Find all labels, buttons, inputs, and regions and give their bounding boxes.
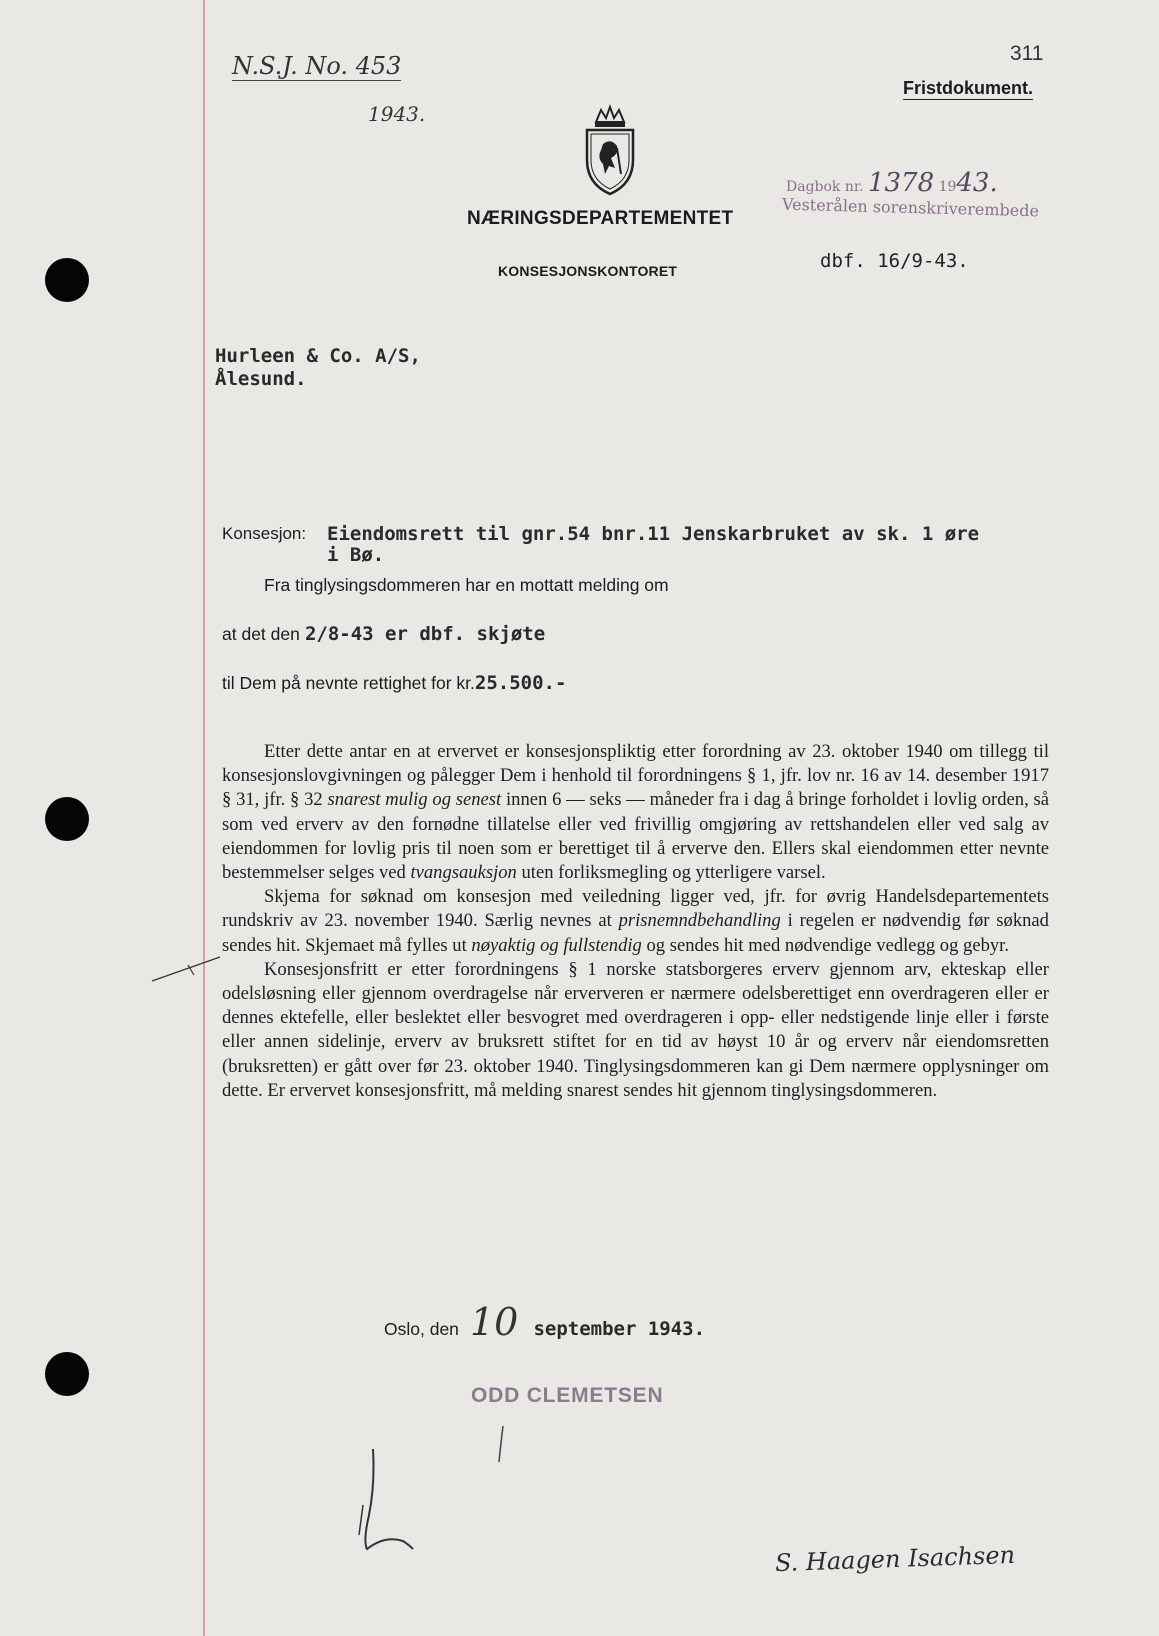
body-paragraph-1 <box>222 740 1049 885</box>
dagbok-year: 43. <box>956 168 998 198</box>
p2-part-b: i regelen er nødvendig før søknad sendes hit. Skjemaet må fylles ut <box>222 910 1049 956</box>
handwritten-tick <box>495 1424 507 1468</box>
signature: S. Haagen Isachsen <box>774 1540 1016 1578</box>
notice-amount-value: 25.500.- <box>474 672 567 694</box>
dagbok-year-prefix: 19 <box>938 179 957 195</box>
notice-line-3 <box>222 672 566 694</box>
reference-handwritten <box>232 52 401 80</box>
reference-text: N.S.J. No. 453 <box>232 52 402 80</box>
p1-emphasis-1: snarest mulig og senest <box>327 789 502 811</box>
notice-line-1: Fra tinglysingsdommeren har en mottatt melding om <box>264 575 669 595</box>
notice-line-2 <box>222 623 545 645</box>
konsesjon-value-line2: i Bø. <box>327 544 385 566</box>
margin-rule <box>203 0 205 1636</box>
p1-part-a: Etter dette antar en at ervervet er konsesjonspliktig etter forordning av 23. oktober 1940 om tillegg til konsesjonslovgivningen og pålegger Dem i henhold til forordningens § 1, jfr. lov nr. 16 av 14. desember 1917 § 31, jfr. § 32 <box>222 741 1049 811</box>
notice-date-value: 2/8-43 er dbf. skjøte <box>304 623 546 645</box>
p1-emphasis-2: tvangsauksjon <box>410 862 517 884</box>
signer-name-stamp: ODD CLEMETSEN <box>471 1384 664 1407</box>
closing-place: Oslo, den <box>384 1319 459 1339</box>
p2-emphasis-2: nøyaktig og fullstendig <box>471 934 642 956</box>
notice-date-prefix: at det den <box>222 624 300 644</box>
konsesjon-value-line1: Eiendomsrett til gnr.54 bnr.11 Jenskarbruket av sk. 1 øre <box>327 523 980 545</box>
fristdokument-label: Fristdokument. <box>903 78 1034 98</box>
closing-month-year: september 1943. <box>533 1318 706 1340</box>
recipient-city: Ålesund. <box>215 368 307 390</box>
p2-part-c: og sendes hit med nødvendige vedlegg og gebyr. <box>641 934 1009 956</box>
punch-hole-middle <box>45 797 89 841</box>
konsesjon-value <box>327 524 979 566</box>
punch-hole-top <box>45 258 89 302</box>
p1-part-b: innen 6 — seks — måneder fra i dag å bringe forholdet i lovlig orden, så som ved erverv av den fornødne tillatelse eller ved frivillig omgjøring av rettshandelen eller ved salg av eiendommen for lovlig pris til noen som er berettiget til å erverve den. Ellers skal eiendommen etter nevnte bestemmelser selges ved <box>222 789 1049 884</box>
notice-amount-prefix: til Dem på nevnte rettighet for kr. <box>222 673 475 693</box>
stamp-office-line: Vesterålen sorenskriverembede <box>781 194 1040 221</box>
p2-emphasis-1: prisnemndbehandling <box>618 910 781 932</box>
dagbok-prefix: Dagbok nr. <box>786 179 864 195</box>
letter-body <box>222 740 1049 1103</box>
body-paragraph-2 <box>222 885 1049 958</box>
recipient-name: Hurleen & Co. A/S, <box>215 345 421 367</box>
ministry-name: NÆRINGSDEPARTEMENTET <box>467 208 734 229</box>
closing-day: 10 <box>470 1300 519 1344</box>
year-handwritten: 1943. <box>368 102 426 126</box>
closing-place-date <box>384 1300 705 1344</box>
konsesjon-label: Konsesjon: <box>222 524 307 543</box>
margin-check-mark <box>150 955 225 989</box>
handwritten-mark <box>355 1445 425 1559</box>
coat-of-arms-icon <box>581 104 639 196</box>
recipient-address <box>215 345 421 391</box>
p2-part-a: Skjema for søknad om konsesjon med veiledning ligger ved, jfr. for øvrig Handelsdepartementets rundskriv av 23. november 1940. Særlig nevnes at <box>222 886 1049 932</box>
body-paragraph-3: Konsesjonsfritt er etter forordningens § 1 norske statsborgeres erverv gjennom arv, ekteskap eller odelsløsning eller gjennom overdragelse når erververen er nærmere odelsberettiget enn overdrageren eller er dennes ektefelle, eller beslektet eller besvogret med overdrageren i opp- eller nedstigende linje eller i første eller annen sidelinje, erverv av bruksrett stiftet for en tid av høyst 10 år og erverv når eiendomsretten (bruksretten) er gått over før 23. oktober 1940. Tinglysingsdommeren kan gi Dem nærmere opplysninger om dette. Er ervervet konsesjonsfritt, må melding snarest sendes hit gjennom tinglysingsdommeren. <box>222 958 1049 1101</box>
page-number: 311 <box>1010 42 1044 65</box>
dagbok-stamp <box>786 168 1076 198</box>
dagbok-number: 1378 <box>867 168 935 198</box>
registration-note: dbf. 16/9-43. <box>820 250 969 272</box>
p1-part-c: uten forliksmegling og ytterligere varsel. <box>516 862 826 884</box>
office-name: KONSESJONSKONTORET <box>498 263 678 279</box>
punch-hole-bottom <box>45 1352 89 1396</box>
